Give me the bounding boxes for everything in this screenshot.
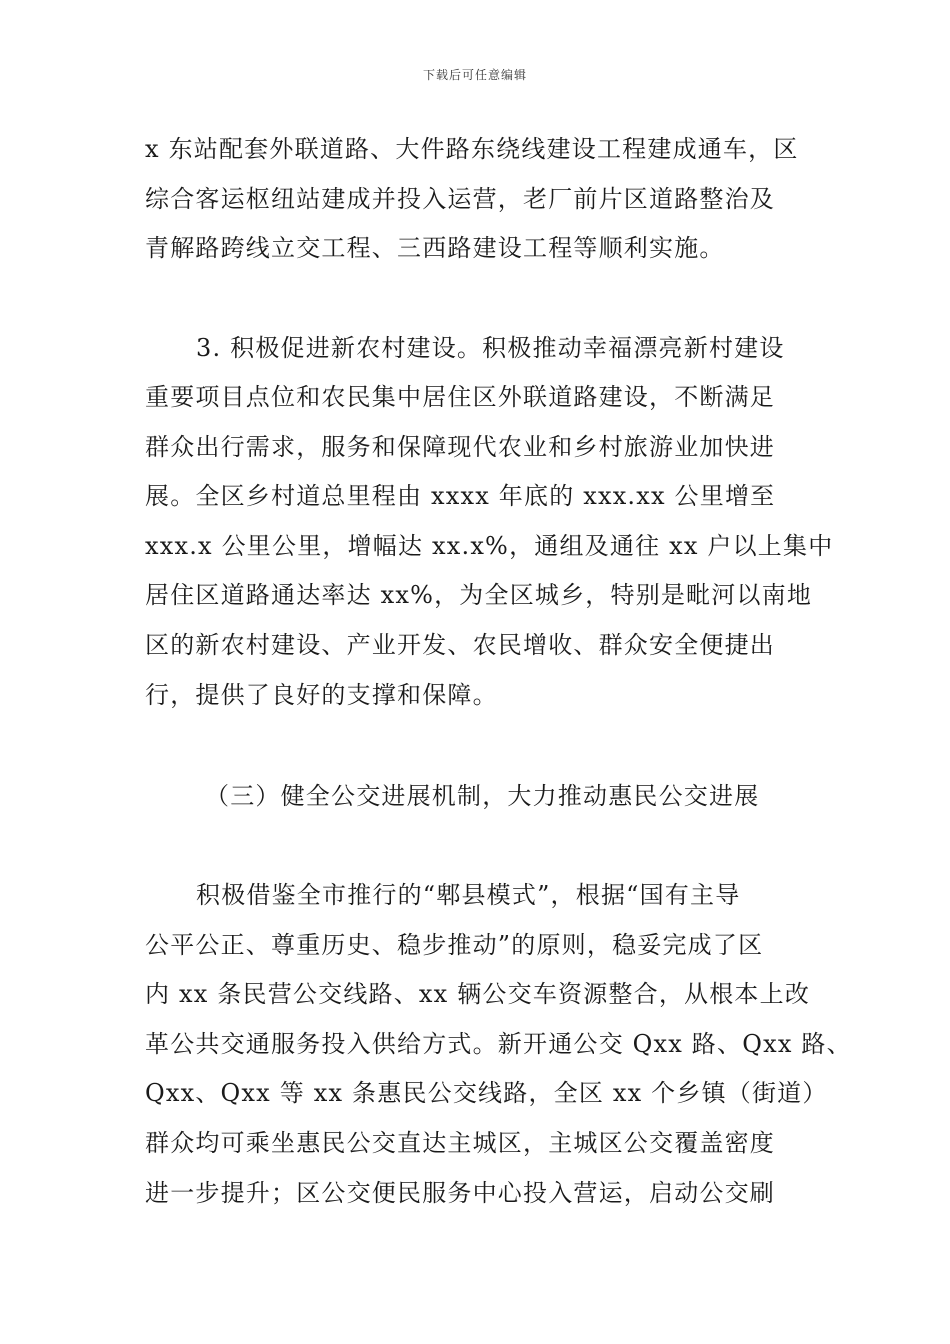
paragraph-2-line: 重要项目点位和农民集中居住区外联道路建设，不断满足 <box>145 383 775 411</box>
paragraph-3-line: 积极借鉴全市推行的“郫县模式”，根据“国有主导 <box>196 881 741 909</box>
paragraph-3-line: 群众均可乘坐惠民公交直达主城区，主城区公交覆盖密度 <box>145 1129 775 1157</box>
paragraph-2-line: 居住区道路通达率达 xx%，为全区城乡，特别是毗河以南地 <box>145 581 813 609</box>
paragraph-2-line: 区的新农村建设、产业开发、农民增收、群众安全便捷出 <box>145 631 775 659</box>
paragraph-3-line: 革公共交通服务投入供给方式。新开通公交 Qxx 路、Qxx 路、 <box>145 1030 852 1058</box>
paragraph-3-line: 进一步提升；区公交便民服务中心投入营运，启动公交刷 <box>145 1179 775 1207</box>
paragraph-3-line: 内 xx 条民营公交线路、xx 辆公交车资源整合，从根本上改 <box>145 980 811 1008</box>
paragraph-1-line: 青解路跨线立交工程、三西路建设工程等顺利实施。 <box>145 234 725 262</box>
page-header-note: 下载后可任意编辑 <box>422 68 527 82</box>
paragraph-2-line: 展。全区乡村道总里程由 xxxx 年底的 xxx.xx 公里增至 <box>145 482 776 510</box>
paragraph-1-line: x 东站配套外联道路、大件路东绕线建设工程建成通车，区 <box>145 135 799 163</box>
paragraph-3-line: 公平公正、尊重历史、稳步推动”的原则，稳妥完成了区 <box>145 931 764 959</box>
paragraph-2-line: 群众出行需求，服务和保障现代农业和乡村旅游业加快进 <box>145 433 775 461</box>
paragraph-2-line: xxx.x 公里公里，增幅达 xx.x%，通组及通往 xx 户以上集中 <box>145 532 834 560</box>
paragraph-2-line: 行，提供了良好的支撑和保障。 <box>145 681 498 709</box>
paragraph-3-line: Qxx、Qxx 等 xx 条惠民公交线路，全区 xx 个乡镇（街道） <box>145 1079 828 1107</box>
section-heading: （三）健全公交进展机制，大力推动惠民公交进展 <box>205 782 760 810</box>
paragraph-1-line: 综合客运枢纽站建成并投入运营，老厂前片区道路整治及 <box>145 185 775 213</box>
paragraph-2-line: 3. 积极促进新农村建设。积极推动幸福漂亮新村建设 <box>196 334 785 362</box>
